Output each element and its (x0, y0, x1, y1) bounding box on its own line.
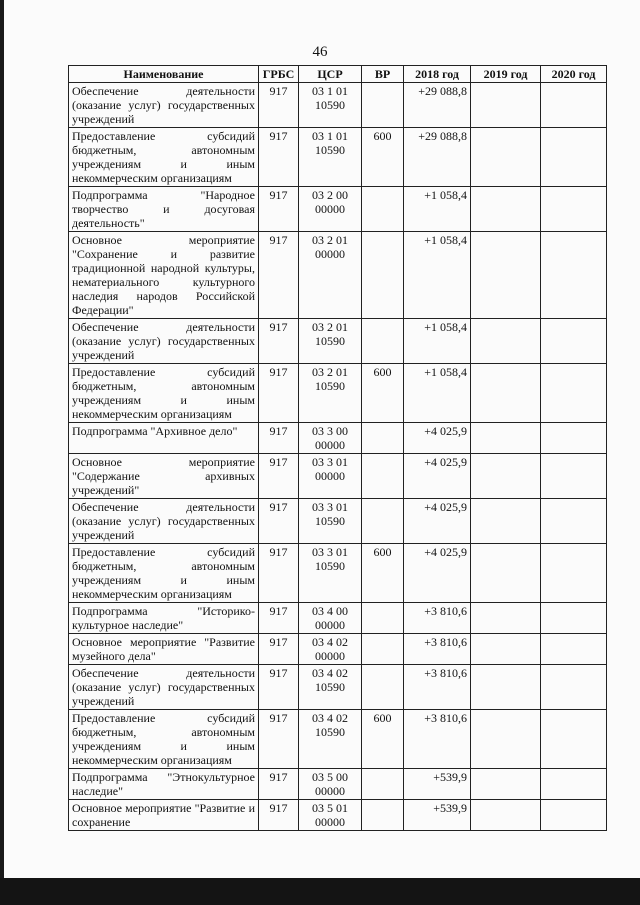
cell-2020 (541, 544, 607, 603)
cell-grbs: 917 (259, 454, 299, 499)
cell-2020 (541, 603, 607, 634)
table-row (69, 454, 607, 499)
cell-grbs: 917 (259, 128, 299, 187)
cell-vr (362, 634, 404, 665)
cell-vr (362, 800, 404, 831)
header-vr: ВР (362, 66, 404, 83)
cell-2020 (541, 634, 607, 665)
cell-name: Обеспечение деятельности (оказание услуг) государственных учреждений (69, 319, 259, 364)
cell-grbs: 917 (259, 769, 299, 800)
cell-2020 (541, 800, 607, 831)
header-csr: ЦСР (299, 66, 362, 83)
cell-2018: +4 025,9 (404, 544, 471, 603)
table-row (69, 128, 607, 187)
cell-2018: +1 058,4 (404, 319, 471, 364)
cell-2019 (471, 128, 541, 187)
table-row (69, 710, 607, 769)
cell-2019 (471, 83, 541, 128)
cell-name: Подпрограмма "Народное творчество и досуговая деятельность" (69, 187, 259, 232)
cell-vr: 600 (362, 710, 404, 769)
table-row (69, 364, 607, 423)
cell-2019 (471, 800, 541, 831)
cell-csr: 03 5 00 00000 (299, 769, 362, 800)
cell-2019 (471, 603, 541, 634)
cell-2019 (471, 319, 541, 364)
cell-name: Обеспечение деятельности (оказание услуг) государственных учреждений (69, 665, 259, 710)
cell-2020 (541, 499, 607, 544)
cell-vr (362, 665, 404, 710)
header-grbs: ГРБС (259, 66, 299, 83)
cell-2018: +3 810,6 (404, 634, 471, 665)
cell-2018: +1 058,4 (404, 232, 471, 319)
cell-name: Обеспечение деятельности (оказание услуг) государственных учреждений (69, 499, 259, 544)
table-row (69, 634, 607, 665)
cell-csr: 03 2 01 10590 (299, 319, 362, 364)
cell-name: Обеспечение деятельности (оказание услуг) государственных учреждений (69, 83, 259, 128)
cell-csr: 03 3 00 00000 (299, 423, 362, 454)
cell-grbs: 917 (259, 423, 299, 454)
cell-2020 (541, 454, 607, 499)
cell-vr (362, 499, 404, 544)
cell-2019 (471, 232, 541, 319)
cell-2019 (471, 544, 541, 603)
cell-2018: +539,9 (404, 800, 471, 831)
scan-edge-bottom (0, 878, 640, 905)
cell-2018: +29 088,8 (404, 83, 471, 128)
cell-name: Основное мероприятие "Развитие и сохранение (69, 800, 259, 831)
cell-vr (362, 187, 404, 232)
cell-2018: +539,9 (404, 769, 471, 800)
cell-2020 (541, 364, 607, 423)
cell-name: Основное мероприятие "Развитие музейного дела" (69, 634, 259, 665)
cell-vr (362, 423, 404, 454)
table-row (69, 319, 607, 364)
cell-2018: +4 025,9 (404, 423, 471, 454)
cell-csr: 03 4 02 00000 (299, 634, 362, 665)
cell-vr (362, 769, 404, 800)
cell-grbs: 917 (259, 499, 299, 544)
cell-name: Предоставление субсидий бюджетным, автономным учреждениям и иным некоммерческим организациям (69, 364, 259, 423)
cell-2020 (541, 665, 607, 710)
cell-2020 (541, 319, 607, 364)
cell-grbs: 917 (259, 800, 299, 831)
cell-vr (362, 603, 404, 634)
cell-name: Предоставление субсидий бюджетным, автономным учреждениям и иным некоммерческим организациям (69, 544, 259, 603)
header-2020: 2020 год (541, 66, 607, 83)
cell-csr: 03 2 01 00000 (299, 232, 362, 319)
cell-2018: +1 058,4 (404, 364, 471, 423)
table-row (69, 800, 607, 831)
cell-csr: 03 1 01 10590 (299, 83, 362, 128)
cell-2018: +1 058,4 (404, 187, 471, 232)
cell-grbs: 917 (259, 603, 299, 634)
cell-grbs: 917 (259, 634, 299, 665)
table-row (69, 603, 607, 634)
cell-vr (362, 454, 404, 499)
cell-vr (362, 83, 404, 128)
cell-2020 (541, 423, 607, 454)
table-body (69, 83, 607, 831)
cell-2020 (541, 769, 607, 800)
cell-csr: 03 2 01 10590 (299, 364, 362, 423)
budget-table (68, 65, 607, 831)
cell-grbs: 917 (259, 83, 299, 128)
cell-2019 (471, 769, 541, 800)
cell-vr: 600 (362, 128, 404, 187)
cell-name: Предоставление субсидий бюджетным, автономным учреждениям и иным некоммерческим организациям (69, 128, 259, 187)
header-2019: 2019 год (471, 66, 541, 83)
cell-grbs: 917 (259, 187, 299, 232)
cell-2018: +3 810,6 (404, 710, 471, 769)
cell-grbs: 917 (259, 710, 299, 769)
cell-2018: +3 810,6 (404, 665, 471, 710)
table-row (69, 544, 607, 603)
header-name: Наименование (69, 66, 259, 83)
cell-csr: 03 1 01 10590 (299, 128, 362, 187)
cell-2020 (541, 128, 607, 187)
cell-grbs: 917 (259, 665, 299, 710)
cell-2018: +4 025,9 (404, 454, 471, 499)
cell-2019 (471, 710, 541, 769)
cell-vr: 600 (362, 364, 404, 423)
table-row (69, 423, 607, 454)
cell-vr: 600 (362, 544, 404, 603)
table-row (69, 769, 607, 800)
cell-csr: 03 3 01 10590 (299, 499, 362, 544)
cell-name: Подпрограмма "Этнокультурное наследие" (69, 769, 259, 800)
table-row (69, 83, 607, 128)
cell-2018: +29 088,8 (404, 128, 471, 187)
cell-2019 (471, 499, 541, 544)
cell-2019 (471, 187, 541, 232)
cell-2020 (541, 187, 607, 232)
cell-name: Подпрограмма "Архивное дело" (69, 423, 259, 454)
cell-csr: 03 3 01 10590 (299, 544, 362, 603)
cell-name: Предоставление субсидий бюджетным, автономным учреждениям и иным некоммерческим организациям (69, 710, 259, 769)
cell-2018: +3 810,6 (404, 603, 471, 634)
table-row (69, 499, 607, 544)
table-row (69, 665, 607, 710)
cell-2019 (471, 423, 541, 454)
cell-csr: 03 2 00 00000 (299, 187, 362, 232)
cell-csr: 03 4 02 10590 (299, 710, 362, 769)
cell-name: Основное мероприятие "Содержание архивных учреждений" (69, 454, 259, 499)
cell-grbs: 917 (259, 232, 299, 319)
cell-csr: 03 4 00 00000 (299, 603, 362, 634)
table-row (69, 232, 607, 319)
cell-2018: +4 025,9 (404, 499, 471, 544)
table-header-row (69, 66, 607, 83)
cell-2020 (541, 232, 607, 319)
cell-2019 (471, 454, 541, 499)
cell-name: Основное мероприятие "Сохранение и развитие традиционной народной культуры, нематериального культурного наследия народов Российской Федерации" (69, 232, 259, 319)
cell-csr: 03 5 01 00000 (299, 800, 362, 831)
cell-grbs: 917 (259, 544, 299, 603)
cell-name: Подпрограмма "Историко-культурное наследие" (69, 603, 259, 634)
cell-grbs: 917 (259, 364, 299, 423)
table-row (69, 187, 607, 232)
cell-2019 (471, 634, 541, 665)
cell-csr: 03 3 01 00000 (299, 454, 362, 499)
cell-vr (362, 319, 404, 364)
cell-csr: 03 4 02 10590 (299, 665, 362, 710)
scan-edge-left (0, 0, 4, 905)
cell-vr (362, 232, 404, 319)
cell-2019 (471, 364, 541, 423)
page-number: 46 (312, 44, 328, 60)
cell-2020 (541, 83, 607, 128)
cell-2019 (471, 665, 541, 710)
cell-grbs: 917 (259, 319, 299, 364)
cell-2020 (541, 710, 607, 769)
header-2018: 2018 год (404, 66, 471, 83)
